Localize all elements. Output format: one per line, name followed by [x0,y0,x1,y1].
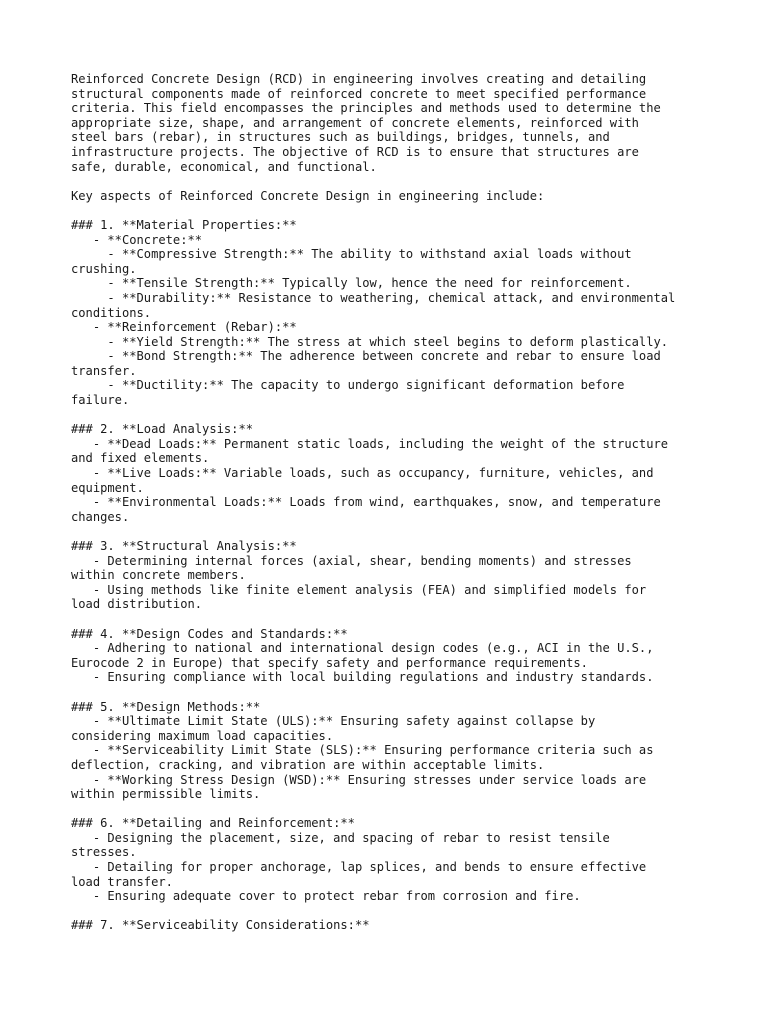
text-line: - **Live Loads:** Variable loads, such as occupancy, furniture, vehicles, and [71,466,654,481]
text-line: deflection, cracking, and vibration are within acceptable limits. [71,757,545,772]
text-line: appropriate size, shape, and arrangement of concrete elements, reinforced with [71,115,639,130]
text-line [71,904,711,919]
text-line: steel bars (rebar), in structures such as buildings, bridges, tunnels, and [71,130,610,145]
text-line: - **Compressive Strength:** The ability to withstand axial loads without [71,247,632,262]
text-line: within permissible limits. [71,787,261,802]
text-line: structural components made of reinforced concrete to meet specified performance [71,86,647,101]
text-line: conditions. [71,305,152,320]
text-line: ### 5. **Design Methods:** [71,699,261,714]
text-line: - **Concrete:** [71,232,203,247]
document-page [71,72,711,933]
text-line [71,408,711,423]
text-line: - **Working Stress Design (WSD):** Ensuring stresses under service loads are [71,772,647,787]
text-line: ### 6. **Detailing and Reinforcement:** [71,816,355,831]
text-line: failure. [71,393,130,408]
text-line [71,174,711,189]
text-line [71,685,711,700]
text-line: - **Reinforcement (Rebar):** [71,320,297,335]
text-line: - Designing the placement, size, and spacing of rebar to resist tensile [71,830,610,845]
text-line: - **Ultimate Limit State (ULS):** Ensuring safety against collapse by [71,714,596,729]
text-line: - **Bond Strength:** The adherence between concrete and rebar to ensure load [71,349,661,364]
text-line: and fixed elements. [71,451,210,466]
text-line: - **Tensile Strength:** Typically low, hence the need for reinforcement. [71,276,632,291]
text-line: ### 7. **Serviceability Considerations:** [71,918,370,933]
text-line: - **Yield Strength:** The stress at which steel begins to deform plastically. [71,334,669,349]
text-line: - Detailing for proper anchorage, lap splices, and bends to ensure effective [71,860,647,875]
text-line [71,612,711,627]
text-line: - Ensuring adequate cover to protect rebar from corrosion and fire. [71,889,581,904]
text-line: safe, durable, economical, and functional. [71,159,377,174]
text-line [71,524,711,539]
text-line: - **Dead Loads:** Permanent static loads, including the weight of the structure [71,436,669,451]
text-line: crushing. [71,261,137,276]
text-line: Key aspects of Reinforced Concrete Design in engineering include: [71,188,545,203]
text-line: changes. [71,509,130,524]
text-line: considering maximum load capacities. [71,728,334,743]
text-line: ### 3. **Structural Analysis:** [71,539,297,553]
text-line [71,203,711,218]
text-line: - Adhering to national and international design codes (e.g., ACI in the U.S., [71,641,654,656]
text-line: ### 2. **Load Analysis:** [71,422,254,437]
text-line: - Determining internal forces (axial, shear, bending moments) and stresses [71,553,632,568]
text-line: - Ensuring compliance with local building regulations and industry standards. [71,670,654,685]
text-line: ### 4. **Design Codes and Standards:** [71,626,348,641]
text-line: - Using methods like finite element analysis (FEA) and simplified models for [71,582,647,597]
text-line: - **Durability:** Resistance to weathering, chemical attack, and environmental [71,290,676,305]
text-line: within concrete members. [71,568,246,583]
text-line: - **Serviceability Limit State (SLS):** Ensuring performance criteria such as [71,743,654,758]
text-line: ### 1. **Material Properties:** [71,217,297,232]
text-line: criteria. This field encompasses the principles and methods used to determine the [71,101,661,116]
text-line: transfer. [71,363,137,378]
text-line: - **Ductility:** The capacity to undergo significant deformation before [71,378,625,393]
text-line: equipment. [71,480,144,495]
text-line: infrastructure projects. The objective of RCD is to ensure that structures are [71,144,639,159]
text-line [71,802,711,817]
text-line: Reinforced Concrete Design (RCD) in engineering involves creating and detailing [71,72,647,86]
text-line: stresses. [71,845,137,860]
text-line: - **Environmental Loads:** Loads from wind, earthquakes, snow, and temperature [71,495,661,510]
text-line: load distribution. [71,597,203,612]
text-line: load transfer. [71,874,173,889]
text-line: Eurocode 2 in Europe) that specify safety and performance requirements. [71,655,588,670]
